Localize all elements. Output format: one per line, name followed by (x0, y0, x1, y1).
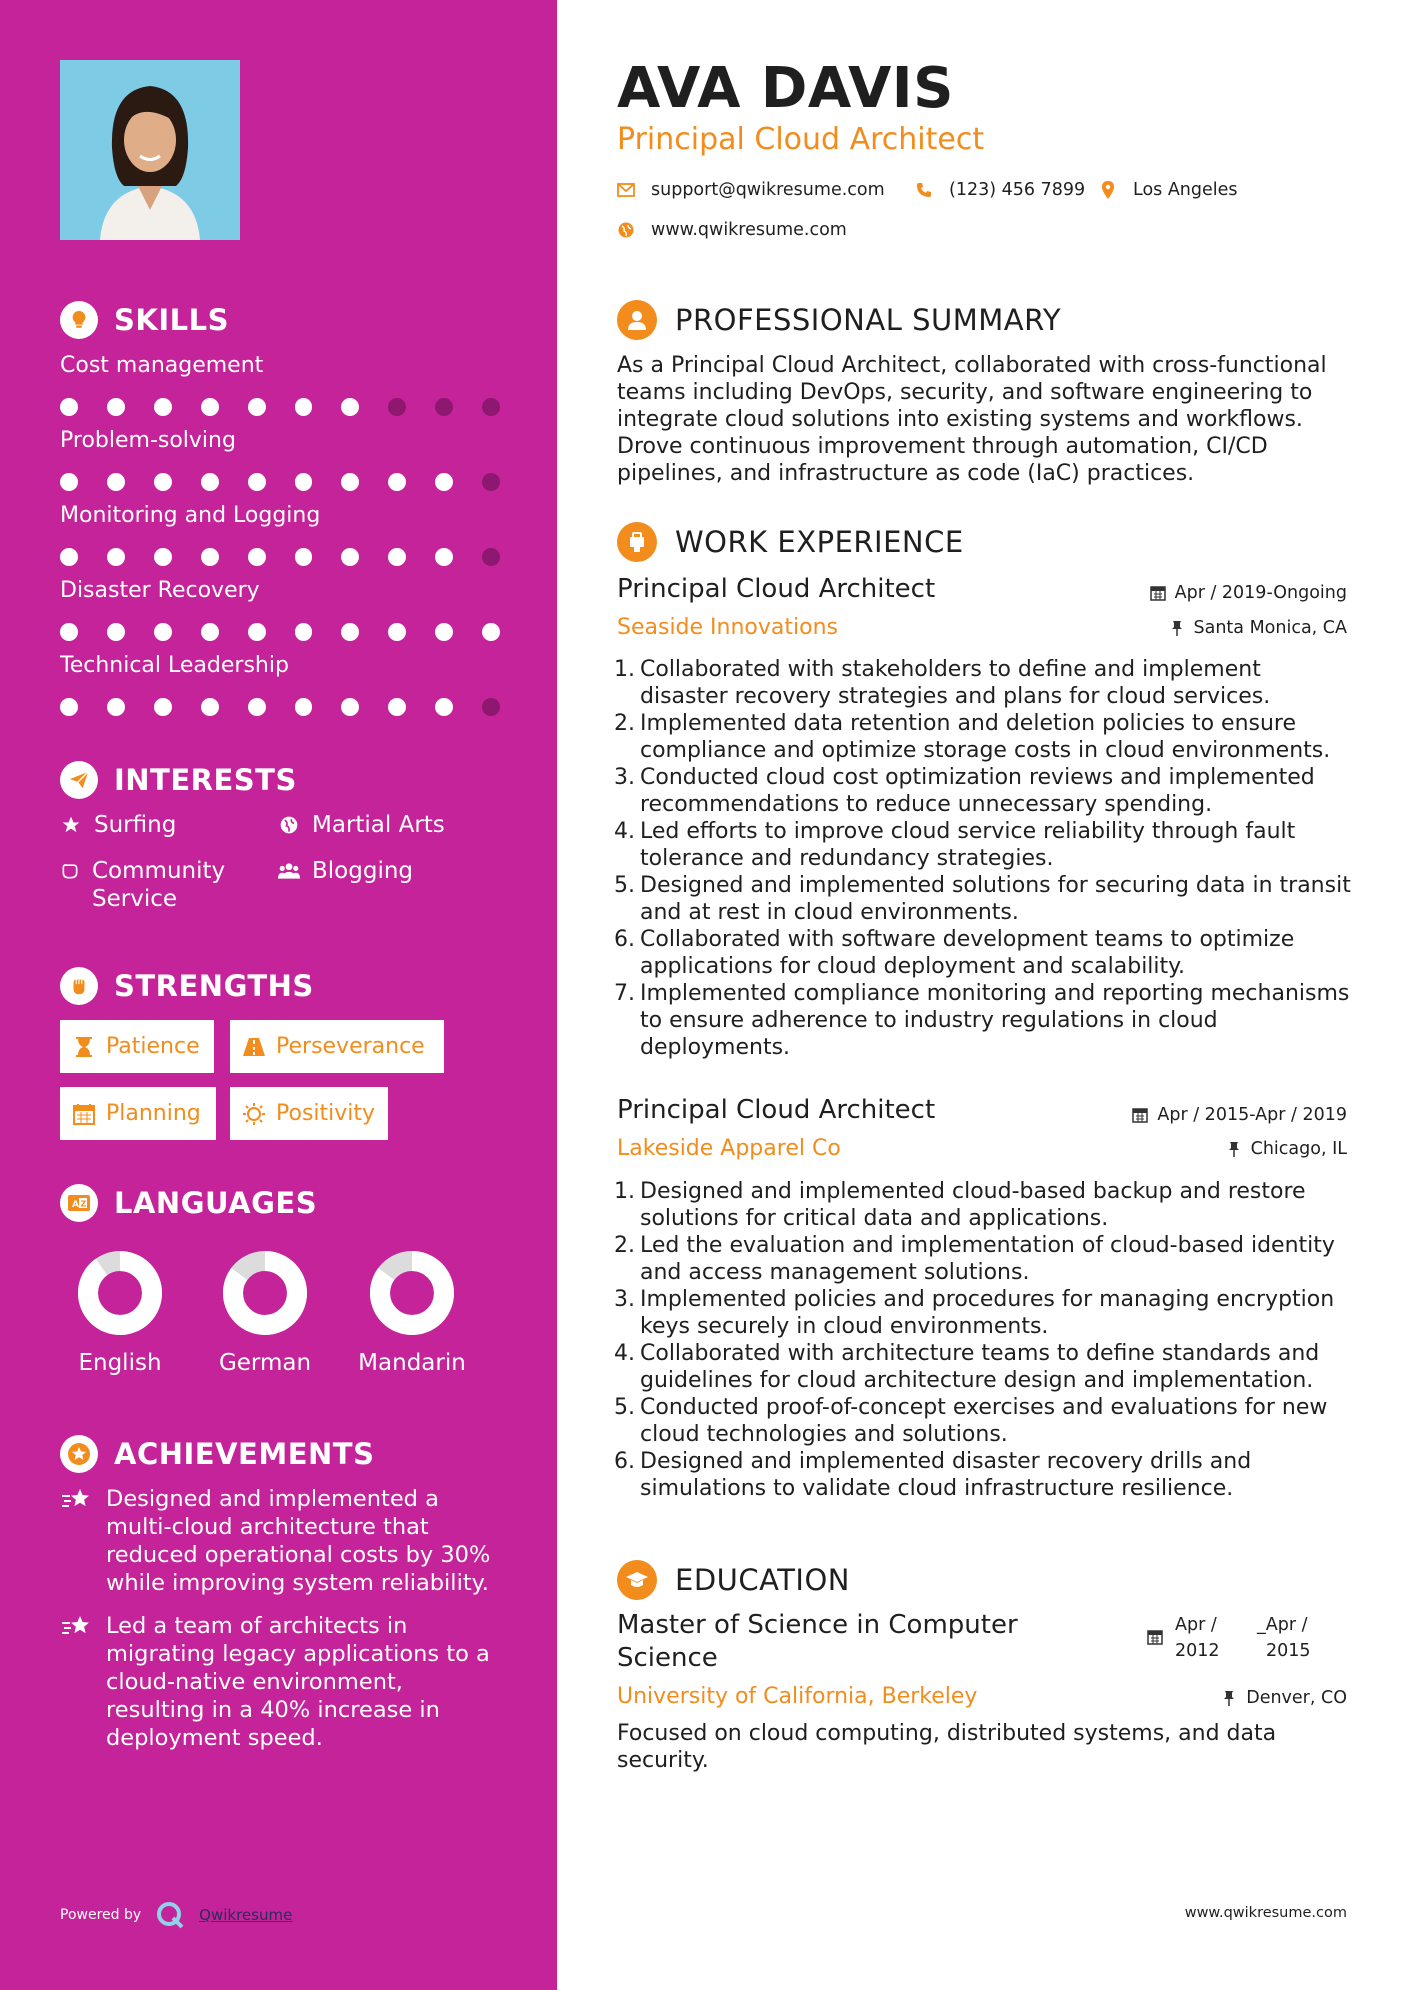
achievement-text: Designed and implemented a multi-cloud architecture that reduced operational costs by 30% while improving system reliability. (106, 1486, 491, 1596)
duty-item: Led efforts to improve cloud service reliability through fault tolerance and redundancy strategies. (640, 819, 1296, 871)
svg-text:A: A (72, 1200, 79, 1210)
calendar-icon (1147, 1627, 1163, 1643)
duty-item: Conducted proof-of-concept exercises and evaluations for new cloud technologies and solutions. (640, 1395, 1328, 1447)
interests-title: INTERESTS (114, 763, 297, 797)
job-location (1226, 1139, 1347, 1159)
fist-icon (60, 967, 98, 1005)
skill-dot-filled (154, 623, 172, 641)
pushpin-icon (1226, 1141, 1242, 1157)
language-item (200, 1250, 330, 1376)
strength-label: Planning (106, 1101, 201, 1126)
skill-name: Problem-solving (60, 428, 236, 453)
skill-rating (60, 698, 500, 716)
skill-dot-filled (435, 473, 453, 491)
language-donut (222, 1250, 308, 1336)
duty-item: Led the evaluation and implementation of cloud-based identity and access management solutions. (640, 1233, 1335, 1285)
pushpin-icon (1221, 1690, 1237, 1706)
job-location (1169, 618, 1348, 638)
pushpin-icon (1169, 620, 1185, 636)
main-content (557, 0, 1407, 1990)
candidate-title: Principal Cloud Architect (617, 122, 985, 157)
contact-website[interactable] (617, 220, 847, 240)
skill-dot-filled (482, 623, 500, 641)
education-start-month: Apr / (1175, 1615, 1217, 1635)
education-location-text: Denver, CO (1246, 1688, 1347, 1708)
education-title: EDUCATION (675, 1563, 851, 1597)
skill-dot-filled (248, 698, 266, 716)
strength-tag (230, 1020, 444, 1073)
skill-dot-filled (295, 698, 313, 716)
languages-title: LANGUAGES (114, 1186, 318, 1220)
skill-rating (60, 623, 500, 641)
skill-dot-empty (435, 398, 453, 416)
duty-item: Collaborated with software development teams to optimize applications for cloud deployment and scalability. (640, 927, 1295, 979)
skill-dot-filled (60, 548, 78, 566)
qwikresume-link[interactable]: Qwikresume (199, 1906, 293, 1924)
lightbulb-icon (60, 301, 98, 339)
calendar-icon (72, 1102, 96, 1126)
strength-label: Positivity (276, 1101, 376, 1126)
skill-dot-filled (107, 398, 125, 416)
job-dates-text: Apr / 2015-Apr / 2019 (1157, 1105, 1347, 1125)
calendar-icon (1150, 585, 1166, 601)
job-title: Principal Cloud Architect (617, 1095, 936, 1125)
road-icon (242, 1035, 266, 1059)
skill-dot-filled (388, 698, 406, 716)
achievement-item (60, 1485, 500, 1597)
strength-tag (230, 1087, 388, 1140)
skill-name: Cost management (60, 353, 264, 378)
map-pin-icon (1099, 181, 1117, 199)
skill-dot-filled (201, 698, 219, 716)
education-location (1221, 1688, 1347, 1708)
powered-by (60, 1900, 292, 1930)
summary-title: PROFESSIONAL SUMMARY (675, 303, 1062, 337)
skill-dot-filled (107, 548, 125, 566)
users-icon (278, 860, 300, 882)
skill-item (60, 652, 500, 716)
job-dates-text: Apr / 2019-Ongoing (1174, 583, 1347, 603)
skill-dot-filled (201, 548, 219, 566)
skill-dot-filled (388, 623, 406, 641)
job-company: Lakeside Apparel Co (617, 1136, 841, 1161)
language-item (347, 1250, 477, 1376)
skill-dot-filled (60, 473, 78, 491)
skill-dot-filled (60, 623, 78, 641)
envelope-icon (617, 181, 635, 199)
achievement-text: Led a team of architects in migrating legacy applications to a cloud-native environment, resulting in a 40% increase in deployment speed. (106, 1613, 490, 1751)
hand-icon (60, 860, 80, 882)
skill-dot-filled (341, 623, 359, 641)
education-start (1175, 1612, 1257, 1664)
skill-rating (60, 548, 500, 566)
skill-dot-filled (248, 548, 266, 566)
skill-dot-filled (248, 473, 266, 491)
location-text: Los Angeles (1133, 180, 1238, 200)
job-title: Principal Cloud Architect (617, 574, 936, 604)
skill-dot-filled (388, 548, 406, 566)
skill-dot-filled (154, 698, 172, 716)
education-school: University of California, Berkeley (617, 1684, 978, 1709)
job-company: Seaside Innovations (617, 615, 838, 640)
language-name: Mandarin (358, 1350, 466, 1376)
interest-item (278, 811, 508, 839)
skill-dot-filled (154, 548, 172, 566)
contact-email[interactable] (617, 180, 885, 200)
skill-dot-filled (201, 473, 219, 491)
interests-header (60, 760, 297, 800)
skill-dot-filled (107, 623, 125, 641)
strength-tag (60, 1087, 216, 1140)
skill-dot-filled (341, 473, 359, 491)
language-item (55, 1250, 185, 1376)
experience-header (617, 520, 964, 564)
skill-dot-empty (482, 473, 500, 491)
summary-header (617, 298, 1061, 342)
sun-icon (242, 1102, 266, 1126)
contact-phone[interactable] (915, 180, 1085, 200)
skill-dot-filled (435, 698, 453, 716)
skill-dot-empty (482, 548, 500, 566)
achievements-header (60, 1434, 374, 1474)
job-duties (614, 656, 1354, 1061)
paper-plane-icon (60, 761, 98, 799)
briefcase-icon (617, 522, 657, 562)
education-end-month: _Apr / (1257, 1615, 1308, 1635)
powered-by-label: Powered by (60, 1907, 142, 1923)
skill-item (60, 577, 500, 641)
strengths-header (60, 966, 314, 1006)
skill-dot-empty (388, 398, 406, 416)
duty-item: Collaborated with stakeholders to define and implement disaster recovery strategies and plans for cloud services. (640, 657, 1271, 709)
skill-item (60, 427, 500, 491)
profile-photo (60, 60, 240, 240)
skill-rating (60, 473, 500, 491)
candidate-name: AVA DAVIS (617, 56, 954, 121)
language-name: German (218, 1350, 312, 1376)
skill-item (60, 502, 500, 566)
star-badge-icon (60, 1435, 98, 1473)
job-duties (614, 1178, 1354, 1502)
language-icon (60, 1184, 98, 1222)
education-end-year: 2015 (1266, 1641, 1311, 1661)
interest-label: Community Service (92, 858, 226, 912)
footer-url[interactable]: www.qwikresume.com (1184, 1905, 1347, 1921)
website-text: www.qwikresume.com (651, 220, 847, 240)
calendar-icon (1132, 1107, 1148, 1123)
donut-fill (88, 1261, 152, 1325)
language-donut (77, 1250, 163, 1336)
skill-dot-filled (341, 698, 359, 716)
globe-icon (617, 221, 635, 239)
strength-label: Patience (106, 1034, 200, 1059)
skill-dot-filled (295, 398, 313, 416)
email-text: support@qwikresume.com (651, 180, 885, 200)
education-dates (1147, 1612, 1311, 1664)
education-header (617, 1558, 850, 1602)
language-donut (369, 1250, 455, 1336)
phone-text: (123) 456 7899 (949, 180, 1086, 200)
skill-dot-filled (435, 548, 453, 566)
shooting-star-icon (60, 1614, 92, 1752)
education-description: Focused on cloud computing, distributed systems, and data security. (617, 1721, 1277, 1773)
skill-name: Monitoring and Logging (60, 503, 321, 528)
achievement-item (60, 1612, 500, 1752)
skill-dot-filled (248, 398, 266, 416)
user-icon (617, 300, 657, 340)
skill-dot-filled (388, 473, 406, 491)
hourglass-icon (72, 1035, 96, 1059)
skill-dot-empty (482, 398, 500, 416)
duty-item: Implemented compliance monitoring and reporting mechanisms to ensure adherence to industry regulations in cloud deployments. (640, 981, 1350, 1060)
qwikresume-logo-icon (155, 1900, 185, 1930)
skill-dot-filled (60, 698, 78, 716)
skill-dot-empty (482, 698, 500, 716)
phone-icon (915, 181, 933, 199)
achievements-title: ACHIEVEMENTS (114, 1437, 375, 1471)
skill-item (60, 352, 500, 416)
shooting-star-icon (60, 1487, 92, 1597)
experience-title: WORK EXPERIENCE (675, 525, 964, 559)
skill-dot-filled (295, 548, 313, 566)
duty-item: Conducted cloud cost optimization reviews and implemented recommendations to reduce unnecessary spending. (640, 765, 1315, 817)
job-location-text: Chicago, IL (1250, 1139, 1347, 1159)
language-name: English (78, 1350, 162, 1376)
contact-location (1099, 180, 1238, 200)
skill-dot-filled (295, 473, 313, 491)
job-location-text: Santa Monica, CA (1193, 618, 1347, 638)
interest-item (60, 857, 260, 913)
skills-title: SKILLS (114, 303, 229, 337)
skill-dot-filled (154, 473, 172, 491)
interest-label: Martial Arts (312, 812, 445, 838)
interest-label: Blogging (312, 858, 414, 884)
languages-header (60, 1183, 317, 1223)
duty-item: Collaborated with architecture teams to define standards and guidelines for cloud architecture design and implementation. (640, 1341, 1320, 1393)
svg-text:Z: Z (80, 1199, 87, 1209)
duty-item: Designed and implemented solutions for securing data in transit and at rest in cloud environments. (640, 873, 1351, 925)
job-dates (1132, 1105, 1347, 1125)
skill-dot-filled (341, 548, 359, 566)
duty-item: Implemented data retention and deletion policies to ensure compliance and optimize storage costs in cloud environments. (640, 711, 1331, 763)
skill-dot-filled (201, 398, 219, 416)
education-degree: Master of Science in Computer Science (617, 1610, 1018, 1673)
skill-dot-filled (107, 473, 125, 491)
duty-item: Designed and implemented cloud-based backup and restore solutions for critical data and applications. (640, 1179, 1306, 1231)
interest-item (278, 857, 508, 885)
sidebar (0, 0, 557, 1990)
skill-dot-filled (107, 698, 125, 716)
education-end (1257, 1612, 1311, 1664)
graduation-cap-icon (617, 1560, 657, 1600)
strength-tag (60, 1020, 214, 1073)
strengths-title: STRENGTHS (114, 969, 314, 1003)
skills-header (60, 300, 229, 340)
duty-item: Implemented policies and procedures for managing encryption keys securely in cloud environments. (640, 1287, 1335, 1339)
skill-dot-filled (201, 623, 219, 641)
skill-name: Disaster Recovery (60, 578, 260, 603)
skill-dot-filled (60, 398, 78, 416)
skill-dot-filled (295, 623, 313, 641)
strength-label: Perseverance (276, 1034, 425, 1059)
skill-rating (60, 398, 500, 416)
skill-dot-filled (154, 398, 172, 416)
summary-text: As a Principal Cloud Architect, collaborated with cross-functional teams including DevOps, security, and software engineering to integrate cloud solutions into existing systems and workflows. Drove continuous improvement through automation, CI/CD pipelines, and infrastructure as code (IaC) practices. (617, 353, 1327, 486)
skill-dot-filled (248, 623, 266, 641)
skill-dot-filled (435, 623, 453, 641)
skill-name: Technical Leadership (60, 653, 289, 678)
interest-item (60, 811, 270, 839)
star-icon (60, 814, 82, 836)
job-dates (1150, 583, 1347, 603)
interest-label: Surfing (94, 812, 177, 838)
globe-icon (278, 814, 300, 836)
education-start-year: 2012 (1175, 1641, 1220, 1661)
duty-item: Designed and implemented disaster recovery drills and simulations to validate cloud infrastructure resilience. (640, 1449, 1252, 1501)
skill-dot-filled (341, 398, 359, 416)
